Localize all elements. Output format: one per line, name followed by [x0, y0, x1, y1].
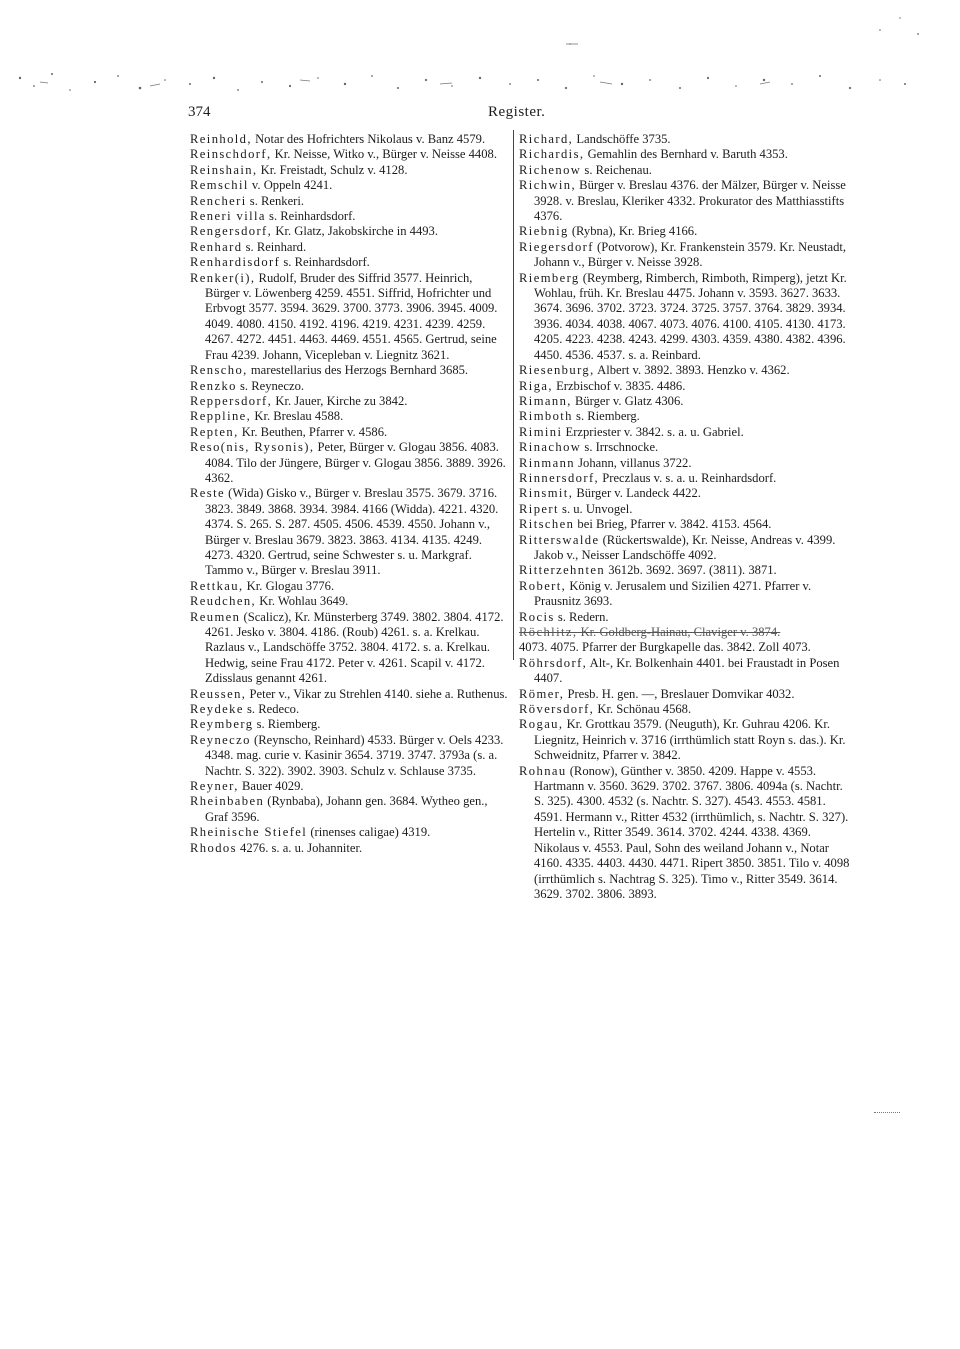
entry-headword: Reppline,: [190, 409, 252, 424]
entry-text: 4073. 4075. Pfarrer der Burgkapelle das. 3842. Zoll 4073.: [519, 640, 811, 655]
entry-text: marestellarius des Herzogs Bernhard 3685.: [247, 363, 469, 378]
entry-headword: Reinschdorf,: [190, 147, 272, 162]
entry-text: s. Redern.: [554, 609, 609, 624]
entry-headword: Renzko: [190, 378, 237, 393]
index-entry: [519, 271, 853, 363]
entry-headword: Rimini: [519, 424, 563, 439]
index-entry: [190, 779, 508, 794]
entry-headword: Rinnersdorf,: [519, 470, 600, 485]
index-entry: [190, 440, 508, 486]
index-entry: [519, 409, 853, 424]
index-entry: [190, 394, 508, 409]
index-entry: [519, 471, 853, 486]
index-entry: [519, 224, 853, 239]
entry-text: Johann, villanus 3722.: [574, 455, 692, 470]
index-entry: [519, 640, 853, 655]
entry-text: Kr. Glatz, Jakobskirche in 4493.: [272, 224, 438, 239]
entry-text: Preczlaus v. s. a. u. Reinhardsdorf.: [599, 470, 777, 485]
entry-headword: Rogau,: [519, 717, 564, 732]
entry-headword: Rencheri: [190, 193, 247, 208]
entry-text: Landschöffe 3735.: [573, 132, 671, 146]
index-entry: [519, 687, 853, 702]
entry-headword: Rengersdorf,: [190, 224, 273, 239]
entry-text: s. Reinhardsdorf.: [265, 209, 356, 224]
entry-text: Erzbischof v. 3835. 4486.: [552, 378, 686, 393]
index-entry: [190, 594, 508, 609]
entry-text: s. Redeco.: [243, 702, 300, 717]
entry-text: Kr. Breslau 4588.: [251, 409, 344, 424]
page-number: 374: [188, 104, 211, 120]
entry-text: Erzpriester v. 3842. s. a. u. Gabriel.: [562, 424, 744, 439]
index-entry: [190, 271, 508, 363]
index-entry: [190, 147, 508, 162]
index-entry: [519, 486, 853, 501]
index-entry: [190, 486, 508, 578]
entry-text: 4276. s. a. u. Johanniter.: [236, 840, 363, 855]
index-entry: [519, 240, 853, 271]
index-entry: [519, 563, 853, 578]
entry-headword: Rheinische Stiefel: [190, 825, 308, 840]
entry-headword: Reyner,: [190, 779, 239, 794]
entry-headword: Reussen,: [190, 686, 247, 701]
index-entry: [190, 209, 508, 224]
index-entry: [190, 825, 508, 840]
index-entry: [190, 841, 508, 856]
entry-headword: Ritterswalde: [519, 532, 600, 547]
index-entry: [519, 625, 853, 640]
index-entry: [190, 379, 508, 394]
entry-headword: Robert,: [519, 578, 567, 593]
entry-headword: Reydeke: [190, 702, 244, 717]
entry-text: (Rückertswalde), Kr. Neisse, Andreas v. 4399. Jakob v., Neisser Landschöffe 4092.: [534, 532, 836, 562]
entry-text: s. Riemberg.: [572, 409, 640, 424]
entry-headword: Reste: [190, 486, 225, 501]
running-head: Register.: [488, 104, 546, 120]
entry-text: Gemahlin des Bernhard v. Baruth 4353.: [584, 147, 788, 162]
entry-text: Albert v. 3892. 3893. Henzko v. 4362.: [594, 363, 790, 378]
entry-text: (Reynscho, Reinhard) 4533. Bürger v. Oels 4233. 4348. mag. curie v. Kasinir 3654. 3719. 3747. 3793a (s. a. Nachtr. S. 322). 3902. 3903. Schulz v. Schlause 3735.: [205, 732, 504, 778]
entry-headword: Rocis: [519, 609, 555, 624]
entry-text: bei Brieg, Pfarrer v. 3842. 4153. 4564.: [574, 517, 772, 532]
index-entry: [519, 656, 853, 687]
entry-text: Kr. Goldberg-Hainau, Claviger v. 3874.: [577, 625, 781, 639]
entry-text: s. Irrschnocke.: [581, 440, 659, 455]
index-entry: [519, 132, 853, 147]
index-entry: [519, 517, 853, 532]
entry-headword: Riemberg: [519, 270, 580, 285]
entry-text: Alt-, Kr. Bolkenhain 4401. bei Fraustadt in Posen 4407.: [534, 655, 840, 686]
entry-text: s. Reinhardsdorf.: [280, 255, 370, 270]
entry-text: Peter, Bürger v. Glogau 3856. 4083. 4084. Tilo der Jüngere, Bürger v. Glogau 3856. 3889. 3926. 4362.: [205, 440, 506, 485]
entry-headword: Röversdorf,: [519, 702, 595, 717]
entry-headword: Römer,: [519, 686, 565, 701]
entry-headword: Riga,: [519, 378, 553, 393]
right-column: [519, 132, 853, 902]
index-entry: [190, 194, 508, 209]
entry-headword: Reymberg: [190, 717, 254, 732]
entry-headword: Reudchen,: [190, 594, 257, 609]
index-entry: [519, 440, 853, 455]
entry-text: Bürger v. Glatz 4306.: [571, 393, 684, 408]
entry-text: (Scalicz), Kr. Münsterberg 3749. 3802. 3804. 4172. 4261. Jesko v. 3804. 4186. (Roub) 4261. s. a. Krelkau. Razlaus v., Landschöffe 3752. 3804. 4172. s. a. Krelkau. Hedwig, seine Frau 4172. Peter v. 4261. Scapil v. 4172. Zdisslaus genannt 4261.: [205, 609, 504, 686]
entry-headword: Repten,: [190, 424, 239, 439]
index-entry: [190, 178, 508, 193]
entry-text: Kr. Beuthen, Pfarrer v. 4586.: [238, 424, 388, 439]
entry-text: Kr. Wohlau 3649.: [256, 594, 349, 609]
entry-headword: Reyneczo: [190, 732, 251, 747]
entry-text: s. Renkeri.: [246, 193, 305, 208]
entry-headword: Rheinbaben: [190, 794, 265, 809]
entry-text: s. Reyneczo.: [236, 378, 305, 393]
entry-headword: Reinshain,: [190, 162, 258, 177]
index-entry: [519, 456, 853, 471]
entry-text: Presb. H. gen. —, Breslauer Domvikar 4032.: [564, 686, 795, 701]
entry-text: s. u. Unvogel.: [558, 501, 633, 516]
entry-headword: Remschil: [190, 178, 249, 193]
index-entry: [190, 610, 508, 687]
entry-text: Kr. Schönau 4568.: [594, 702, 692, 717]
index-entry: [190, 702, 508, 717]
index-entry: [190, 163, 508, 178]
entry-text: v. Oppeln 4241.: [248, 178, 333, 193]
entry-headword: Reumen: [190, 609, 241, 624]
entry-headword: Ritterzehnten: [519, 563, 606, 578]
entry-headword: Richwin,: [519, 178, 577, 193]
entry-text: (Potvorow), Kr. Frankenstein 3579. Kr. Neustadt, Johann v., Bürger v. Neisse 3928.: [534, 239, 847, 270]
entry-text: Bürger v. Breslau 4376. der Mälzer, Bürger v. Neisse 3928. v. Breslau, Kleriker 4332. Prokurator des Matthiasstifts 4376.: [534, 178, 846, 224]
entry-text: s. Reinhard.: [242, 239, 307, 254]
left-column: [190, 132, 508, 856]
entry-text: s. Reichenau.: [581, 162, 652, 177]
entry-headword: Richenow: [519, 162, 582, 177]
index-entry: [519, 610, 853, 625]
index-entry: [190, 579, 508, 594]
entry-text: (Rybna), Kr. Brieg 4166.: [568, 224, 698, 239]
entry-headword: Rinmann: [519, 455, 575, 470]
margin-mark: [874, 1112, 900, 1113]
index-entry: [519, 178, 853, 224]
entry-text: (Wida) Gisko v., Bürger v. Breslau 3575. 3679. 3716. 3823. 3849. 3868. 3934. 3984. 4166 (Widda). 4221. 4320. 4374. S. 265. S. 287. 4505. 4506. 4539. 4550. Johann v., Bürger v. Breslau 3679. 3823. 3863. 4134. 4135. 4249. 4273. 4320. Gertrud, seine Schwester s. u. Markgraf. Tammo v., Bürger v. Breslau 3911.: [205, 486, 499, 578]
entry-headword: Rettkau,: [190, 578, 244, 593]
index-entry: [519, 717, 853, 763]
entry-headword: Renhard: [190, 239, 243, 254]
entry-headword: Renker(i),: [190, 270, 256, 285]
index-entry: [190, 409, 508, 424]
index-entry: [519, 702, 853, 717]
entry-headword: Ripert: [519, 501, 559, 516]
entry-text: (Rynbaba), Johann gen. 3684. Wytheo gen., Graf 3596.: [205, 794, 488, 824]
entry-text: Kr. Glogau 3776.: [243, 578, 335, 593]
entry-text: Notar des Hofrichters Nikolaus v. Banz 4579.: [251, 132, 486, 146]
entry-headword: Reso(nis, Rysonis),: [190, 440, 315, 455]
index-entry: [519, 363, 853, 378]
entry-text: Peter v., Vikar zu Strehlen 4140. siehe a. Ruthenus.: [246, 686, 508, 701]
index-entry: [190, 255, 508, 270]
scan-noise: [0, 0, 960, 120]
entry-headword: Rimann,: [519, 393, 572, 408]
entry-headword: Riegersdorf: [519, 239, 594, 254]
entry-headword: Rinsmit,: [519, 486, 574, 501]
index-entry: [190, 363, 508, 378]
entry-headword: Röchlitz,: [519, 625, 578, 639]
entry-headword: Richardis,: [519, 147, 585, 162]
entry-text: (rinenses caligae) 4319.: [307, 825, 431, 840]
entry-headword: Renscho,: [190, 363, 248, 378]
entry-text: 3612b. 3692. 3697. (3811). 3871.: [605, 563, 777, 578]
index-entry: [519, 379, 853, 394]
entry-headword: Rimboth: [519, 409, 573, 424]
entry-text: s. Riemberg.: [253, 717, 321, 732]
entry-headword: Reppersdorf,: [190, 393, 273, 408]
entry-headword: Rohnau: [519, 763, 567, 778]
index-entry: [190, 794, 508, 825]
index-entry: [519, 425, 853, 440]
entry-headword: Richard,: [519, 132, 574, 146]
entry-text: Kr. Grottkau 3579. (Neuguth), Kr. Guhrau 4206. Kr. Liegnitz, Heinrich v. 3716 (irrthümlich statt Royn s. das.). Kr. Schweidnitz, Pfarrer v. 3842.: [534, 717, 846, 763]
entry-text: Kr. Jauer, Kirche zu 3842.: [272, 393, 408, 408]
entry-headword: Ritschen: [519, 517, 575, 532]
index-entry: [190, 717, 508, 732]
index-entry: [519, 502, 853, 517]
index-entry: [190, 425, 508, 440]
index-entry: [519, 579, 853, 610]
column-divider: [513, 130, 514, 660]
entry-text: König v. Jerusalem und Sizilien 4271. Pfarrer v. Prausnitz 3693.: [534, 578, 812, 609]
index-entry: [190, 224, 508, 239]
index-entry: [519, 394, 853, 409]
entry-headword: Renhardisdorf: [190, 255, 281, 270]
entry-headword: Rhodos: [190, 840, 237, 855]
index-entry: [190, 733, 508, 779]
entry-text: Bauer 4029.: [238, 779, 304, 794]
index-entry: [519, 147, 853, 162]
index-entry: [190, 240, 508, 255]
entry-headword: Riebnig: [519, 224, 569, 239]
index-entry: [190, 687, 508, 702]
index-entry: [519, 764, 853, 903]
entry-text: Kr. Freistadt, Schulz v. 4128.: [257, 162, 408, 177]
page-header: [188, 104, 898, 128]
entry-headword: Reneri villa: [190, 209, 266, 224]
index-entry: [519, 163, 853, 178]
index-entry: [190, 132, 508, 147]
entry-text: Bürger v. Landeck 4422.: [573, 486, 701, 501]
entry-headword: Rinachow: [519, 440, 582, 455]
index-entry: [519, 533, 853, 564]
entry-headword: Riesenburg,: [519, 363, 595, 378]
entry-headword: Röhrsdorf,: [519, 655, 588, 670]
entry-text: (Ronow), Günther v. 3850. 4209. Happe v. 4553. Hartmann v. 3560. 3629. 3702. 3767. 3806. 4094a (s. Nachtr. S. 325). 4300. 4532 (s. Nachtr. S. 327). 4543. 4553. 4581. 4591. Hermann v., Ritter 4532 (irrthümlich, s. Nachtr. S. 327). Hertelin v., Ritter 3549. 3614. 3702. 4244. 4338. 4369. Nikolaus v. 4553. Paul, Sohn des weiland Johann v., Notar 4160. 4335. 4403. 4430. 4471. Ripert 3850. 3851. Tilo v. 4098 (irrthümlich s. Nachtrag S. 325). Timo v., Ritter 3549. 3614. 3629. 3702. 3806. 3893.: [534, 763, 850, 901]
entry-headword: Reinhold,: [190, 132, 252, 146]
entry-text: Kr. Neisse, Witko v., Bürger v. Neisse 4408.: [271, 147, 497, 162]
entry-text: (Reymberg, Rimberch, Rimboth, Rimperg), jetzt Kr. Wohlau, früh. Kr. Breslau 4475. Johann v. 3593. 3627. 3633. 3674. 3696. 3702. 3723. 3724. 3725. 3757. 3764. 3829. 3934. 3936. 4034. 4038. 4067. 4073. 4076. 4100. 4105. 4130. 4173. 4205. 4223. 4238. 4243. 4299. 4303. 4359. 4380. 4382. 4396. 4450. 4536. 4537. s. a. Reinbard.: [534, 270, 847, 362]
entry-text: Rudolf, Bruder des Siffrid 3577. Heinrich, Bürger v. Löwenberg 4259. 4551. Siffrid, Hofrichter und Erbvogt 3577. 3594. 3629. 3700. 3773. 3906. 3945. 4009. 4049. 4080. 4150. 4192. 4196. 4219. 4231. 4239. 4259. 4267. 4272. 4451. 4463. 4469. 4551. 4565. Gertrud, seine Frau 4239. Johann, Vicepleban v. Liegnitz 3621.: [205, 270, 498, 362]
